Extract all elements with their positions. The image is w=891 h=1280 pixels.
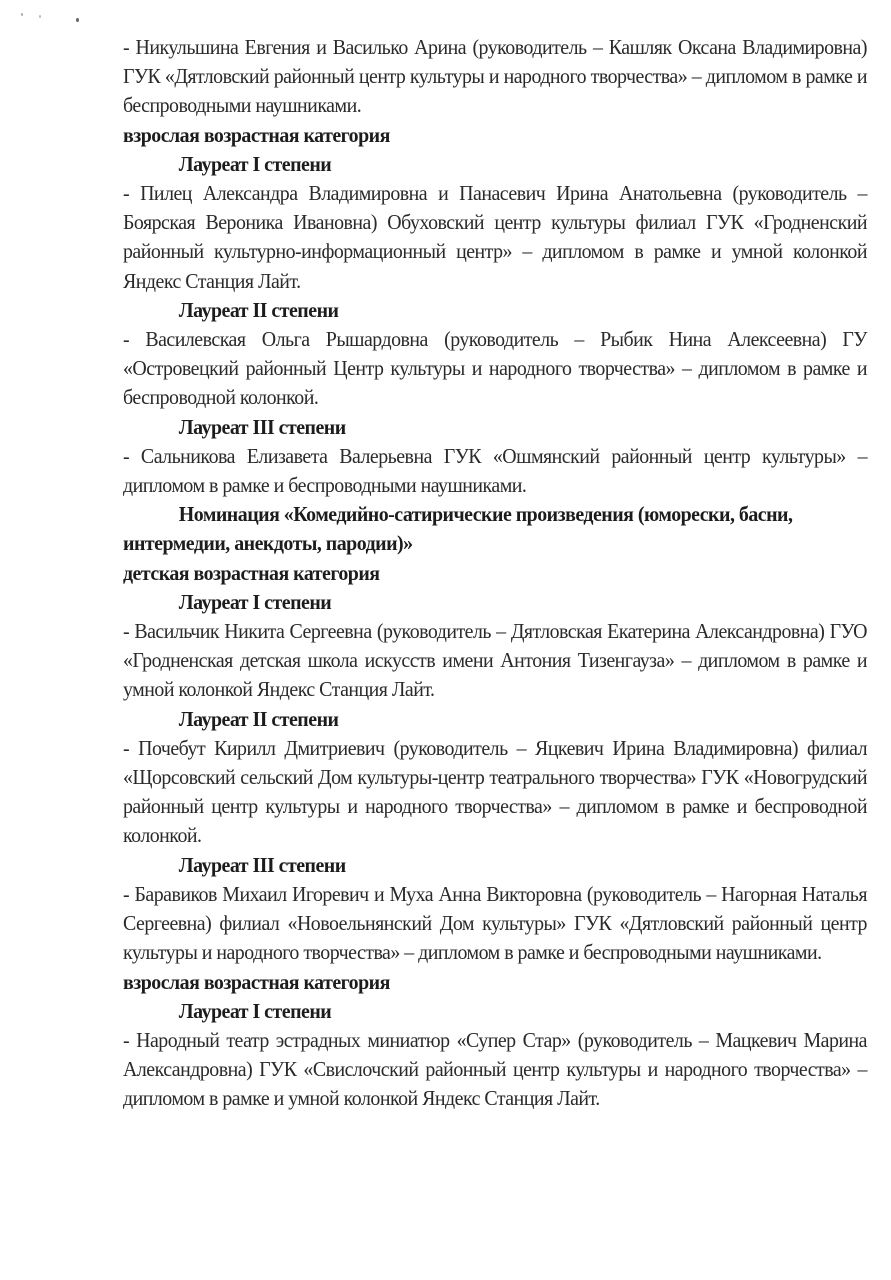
age-category-heading: взрослая возрастная категория <box>123 969 390 994</box>
scan-artifact-dot <box>76 18 79 22</box>
age-category-heading: взрослая возрастная категория <box>123 122 390 147</box>
award-level-heading: Лауреат I степени <box>178 998 332 1023</box>
award-entry: - Василевская Ольга Рышардовна (руководитель – Рыбик Нина Алексеевна) ГУ «Островецкий районный Центр культуры и народного творчества» – дипломом в рамке и беспроводной колонкой. <box>123 327 867 410</box>
age-category-heading: детская возрастная категория <box>123 560 380 585</box>
scan-artifact-dot <box>39 15 41 18</box>
award-level-heading: Лауреат II степени <box>178 706 339 731</box>
award-level-heading: Лауреат III степени <box>178 852 346 877</box>
award-entry: - Почебут Кирилл Дмитриевич (руководитель – Яцкевич Ирина Владимировна) филиал «Щорсовский сельский Дом культуры-центр театрального творчества» ГУК «Новогрудский районный центр культуры и народного творчества» – дипломом в рамке и беспроводной колонкой. <box>123 735 867 848</box>
nomination-heading: Номинация «Комедийно-сатирические произведения (юморески, басни, интермедии, анекдоты, пародии)» <box>123 502 793 556</box>
award-entry: - Народный театр эстрадных миниатюр «Супер Стар» (руководитель – Мацкевич Марина Александровна) ГУК «Свислочский районный центр культуры и народного творчества» – дипломом в рамке и умной колонкой Яндекс Станция Лайт. <box>123 1027 867 1111</box>
award-entry: - Васильчик Никита Сергеевна (руководитель – Дятловская Екатерина Александровна) ГУО «Гродненская детская школа искусств имени Антония Тизенгауза» – дипломом в рамке и умной колонкой Яндекс Станция Лайт. <box>123 619 867 702</box>
award-level-heading: Лауреат II степени <box>178 297 339 322</box>
document-page <box>123 33 867 1114</box>
award-entry: - Никульшина Евгения и Василько Арина (руководитель – Кашляк Оксана Владимировна) ГУК «Дятловский районный центр культуры и народного творчества» – дипломом в рамке и беспроводными наушниками. <box>123 35 867 118</box>
award-level-heading: Лауреат I степени <box>178 151 332 176</box>
award-entry: - Баравиков Михаил Игоревич и Муха Анна Викторовна (руководитель – Нагорная Наталья Сергеевна) филиал «Новоельнянский Дом культуры» ГУК «Дятловский районный центр культуры и народного творчества» – дипломом в рамке и беспроводными наушниками. <box>123 881 867 965</box>
award-level-heading: Лауреат III степени <box>178 414 346 439</box>
award-level-heading: Лауреат I степени <box>178 589 332 614</box>
award-entry: - Сальникова Елизавета Валерьевна ГУК «Ошмянский районный центр культуры» – дипломом в рамке и беспроводными наушниками. <box>123 443 867 498</box>
scan-artifact-dot <box>21 13 23 16</box>
award-entry: - Пилец Александра Владимировна и Панасевич Ирина Анатольевна (руководитель – Боярская Вероника Ивановна) Обуховский центр культуры филиал ГУК «Гродненский районный культурно-информационный центр» – дипломом в рамке и умной колонкой Яндекс Станция Лайт. <box>123 181 867 293</box>
